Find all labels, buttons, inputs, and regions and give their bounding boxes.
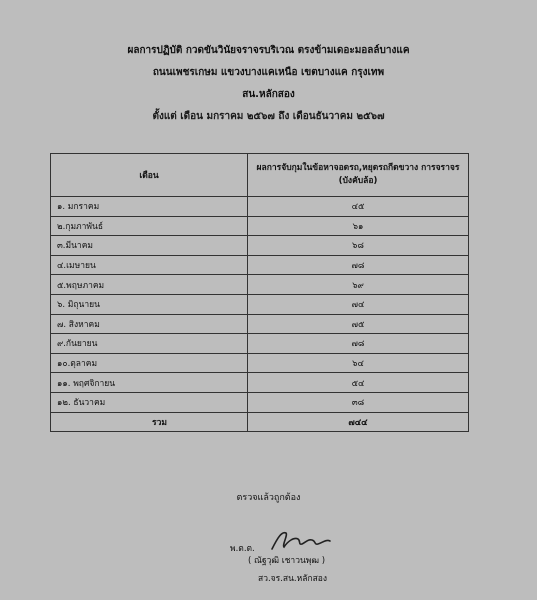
total-label: รวม (51, 412, 248, 432)
count-cell: ๖๙ (248, 275, 469, 295)
enforcement-table (50, 153, 469, 432)
count-cell: ๓๘ (248, 392, 469, 412)
month-cell: ๑. มกราคม (51, 197, 248, 217)
total-value: ๗๔๔ (248, 412, 469, 432)
month-cell: ๔.เมษายน (51, 255, 248, 275)
month-cell: ๒.กุมภาพันธ์ (51, 216, 248, 236)
table-row (51, 236, 469, 256)
month-cell: ๑๒. ธันวาคม (51, 392, 248, 412)
month-cell: ๑๑. พฤศจิกายน (51, 373, 248, 393)
table-row (51, 275, 469, 295)
verified-note: ตรวจแล้วถูกต้อง (236, 493, 301, 503)
month-cell: ๕.พฤษภาคม (51, 275, 248, 295)
table-row (51, 255, 469, 275)
month-cell: ๓.มีนาคม (51, 236, 248, 256)
officer-position: สว.จร.สน.หลักสอง (258, 574, 328, 584)
count-cell: ๗๘ (248, 334, 469, 354)
count-cell: ๔๕ (248, 197, 469, 217)
count-cell: ๖๔ (248, 353, 469, 373)
month-cell: ๖. มิถุนายน (51, 294, 248, 314)
count-cell: ๗๕ (248, 314, 469, 334)
table-row (51, 353, 469, 373)
header-line-4: ตั้งแต่ เดือน มกราคม ๒๕๖๗ ถึง เดือนธันวาคม ๒๕๖๗ (152, 111, 385, 122)
count-cell: ๗๘ (248, 255, 469, 275)
officer-name: ( ณัฐวุฒิ เชาวนพุฒ ) (248, 556, 326, 566)
count-cell: ๖๘ (248, 236, 469, 256)
column-header-count: ผลการจับกุมในข้อหาจอดรถ,หยุดรถกีดขวาง การจราจร (บังคับล้อ) (248, 154, 469, 197)
table-row (51, 314, 469, 334)
header-line-3: สน.หลักสอง (242, 89, 295, 100)
handwritten-signature (268, 527, 358, 553)
count-cell: ๖๑ (248, 216, 469, 236)
report-header (0, 40, 537, 128)
month-cell: ๑๐.ตุลาคม (51, 353, 248, 373)
table-row (51, 197, 469, 217)
officer-rank: พ.ต.ต. (230, 544, 255, 554)
column-header-month: เดือน (51, 154, 248, 197)
table-row (51, 392, 469, 412)
table-row (51, 334, 469, 354)
count-cell: ๕๔ (248, 373, 469, 393)
month-cell: ๙.กันยายน (51, 334, 248, 354)
header-line-1: ผลการปฏิบัติ กวดขันวินัยจราจรบริเวณ ตรงข้ามเดอะมอลล์บางแค (127, 45, 410, 56)
table-row (51, 216, 469, 236)
count-cell: ๗๔ (248, 294, 469, 314)
total-row (51, 412, 469, 432)
table-header-row (51, 154, 469, 197)
header-line-2: ถนนเพชรเกษม แขวงบางแคเหนือ เขตบางแค กรุงเทพ (152, 67, 385, 78)
month-cell: ๗. สิงหาคม (51, 314, 248, 334)
table-row (51, 294, 469, 314)
table-row (51, 373, 469, 393)
